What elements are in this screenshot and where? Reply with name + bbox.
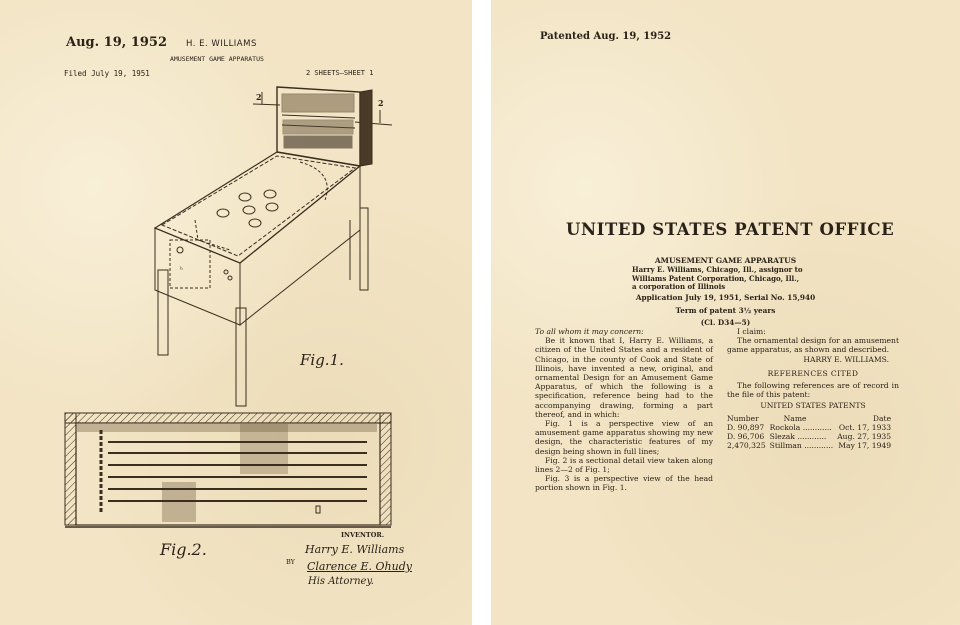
sheet-count: 2 SHEETS—SHEET 1: [306, 69, 374, 77]
paragraph: Fig. 3 is a perspective view of the head portion shown in Fig. 1.: [535, 474, 713, 493]
sheet-title: AMUSEMENT GAME APPARATUS: [170, 55, 264, 63]
section-marker-left: 2: [256, 92, 262, 102]
specification-column: [535, 327, 713, 493]
specification-sheet: [491, 0, 960, 625]
spec-title: AMUSEMENT GAME APPARATUS: [654, 256, 797, 265]
patented-date: Patented Aug. 19, 1952: [540, 31, 672, 42]
fig1-label: Fig.1.: [300, 351, 344, 369]
fig2-label: Fig.2.: [160, 540, 207, 559]
refs-heading: REFERENCES CITED: [767, 368, 859, 378]
ref-name: Rockola ............: [769, 422, 832, 432]
column-header: Number: [727, 413, 759, 423]
ref-number: 2,470,325: [727, 440, 766, 450]
ref-date: May 17, 1949: [838, 440, 892, 450]
paragraph: Fig. 2 is a sectional detail view taken along lines 2—2 of Fig. 1;: [535, 455, 713, 475]
ref-name: Stillman ............: [769, 440, 834, 450]
assignor-text: Harry E. Williams, Chicago, Ill., assignor to Williams Patent Corporation, Chicago, Ill., a corporation of Illinois: [632, 265, 803, 291]
refs-subheading: UNITED STATES PATENTS: [760, 401, 866, 411]
inventor-signature: Harry E. Williams: [305, 543, 405, 556]
references-table: [727, 414, 895, 450]
sheet-date: Aug. 19, 1952: [66, 35, 168, 50]
paragraph: Be it known that I, Harry E. Williams, a citizen of the United States and a resident of Chicago, in the county of Cook and State of Illinois, have invented a new, original, and ornamental Design for an Amusement Game Apparatus, of which the following is a specification, reference being had to the accompanying drawing, forming a part thereof, and in which:: [535, 336, 713, 419]
term-line: Term of patent 3½ years: [675, 306, 776, 315]
claim-signature: HARRY E. WILLIAMS.: [803, 354, 889, 364]
inventor-header: H. E. WILLIAMS: [186, 39, 257, 49]
attorney-signature: Clarence E. Ohudy: [307, 560, 412, 573]
class-line: (Cl. D34—5): [700, 318, 751, 327]
ref-name: Slezak ............: [769, 431, 827, 441]
paragraph: Fig. 1 is a perspective view of an amusement game apparatus showing my new design, the characteristic features of my design being shown in full lines;: [535, 419, 713, 456]
salutation: To all whom it may concern:: [535, 327, 644, 336]
filed-date: Filed July 19, 1951: [64, 69, 150, 78]
table-row: [727, 423, 895, 432]
application-line: Application July 19, 1951, Serial No. 15,940: [635, 293, 816, 302]
ref-number: D. 96,706: [727, 431, 765, 441]
column-header: Name: [783, 413, 807, 423]
claim-column: [727, 327, 899, 450]
table-row: [727, 432, 895, 441]
office-heading: UNITED STATES PATENT OFFICE: [566, 220, 895, 239]
ref-number: D. 90,897: [727, 422, 765, 432]
coin-slot-glyph: ʰ: [180, 266, 184, 274]
column-header: Date: [872, 413, 892, 423]
ref-date: Oct. 17, 1933: [838, 422, 892, 432]
drawing-sheet: [0, 0, 472, 625]
claim-text: The ornamental design for an amusement game apparatus, as shown and described.: [727, 336, 899, 355]
table-row: [727, 441, 895, 450]
inventor-label: INVENTOR.: [341, 531, 385, 539]
fig1-pinball-drawing: [150, 80, 410, 410]
by-label: BY: [286, 558, 295, 566]
ref-date: Aug. 27, 1935: [837, 431, 892, 441]
refs-intro: The following references are of record in the file of this patent:: [727, 381, 899, 400]
attorney-label: His Attorney.: [308, 576, 374, 587]
fig2-section-drawing: [62, 410, 394, 532]
section-marker-right: 2: [378, 98, 384, 108]
claim-heading: I claim:: [737, 327, 766, 336]
